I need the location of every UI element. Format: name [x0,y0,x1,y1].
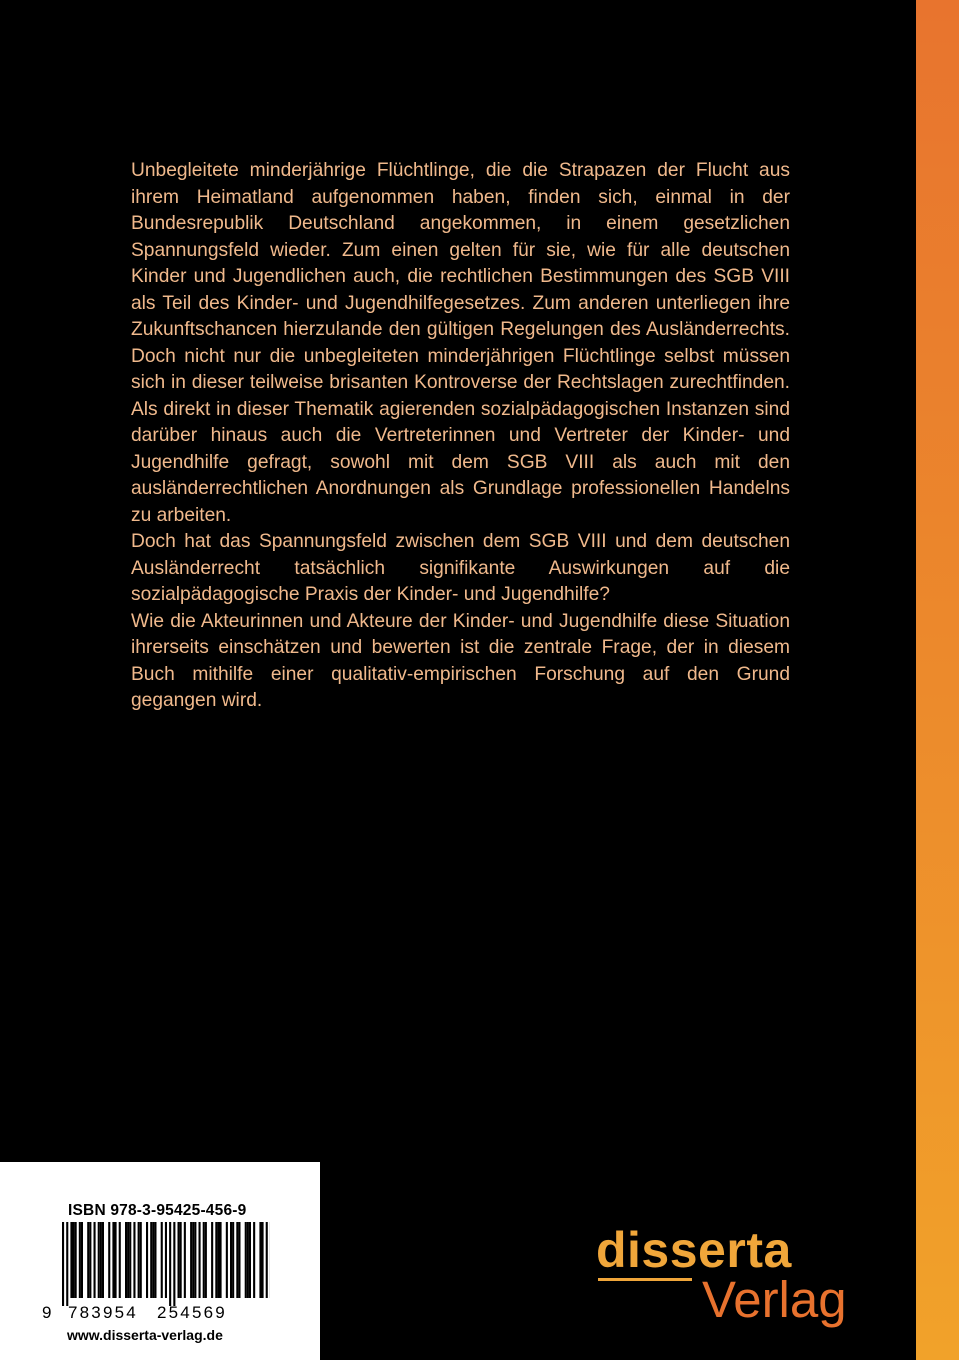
barcode-bar [259,1222,261,1298]
logo-underline [598,1278,692,1281]
barcode-image [40,1222,270,1322]
blurb-paragraph-2: Doch hat das Spannungsfeld zwischen dem SGB VIII und dem deutschen Ausländerrecht tatsächlich signifikante Auswirkungen auf die sozialpädagogische Praxis der Kinder- und Jugendhilfe? [131,531,790,605]
barcode-bar [79,1222,81,1298]
barcode-bar [220,1222,222,1298]
barcode-bar [215,1222,217,1298]
barcode-bar [81,1222,83,1298]
barcode-bar [165,1222,167,1298]
barcode-bar [138,1222,140,1298]
barcode-bar [70,1222,72,1298]
barcode-bar [169,1222,171,1306]
barcode-panel [0,1162,320,1360]
logo-wordmark-verlag: Verlag [702,1271,847,1328]
barcode-bar [161,1222,163,1298]
barcode-bar [108,1222,110,1298]
blurb-paragraph-1: Unbegleitete minderjährige Flüchtlinge, die die Strapazen der Flucht aus ihrem Heimatland aufgenommen haben, finden sich, einmal in der Bundesrepublik Deutschland angekommen, in einem gesetzlichen Spannungsfeld wieder. Zum einen gelten für sie, wie für alle deutschen Kinder und Jugendlichen auch, die rechtlichen Bestimmungen des SGB VIII als Teil des Kinder- und Jugendhilfegesetzes. Zum anderen unterliegen ihre Zukunftschancen hierzulande den gültigen Regelungen des Ausländerrechts. Doch nicht nur die unbegleiteten minderjährigen Flüchtlinge selbst müssen sich in dieser teilweise brisanten Kontroverse der Rechtslagen zurechtfinden. Als direkt in dieser Thematik agierenden sozialpädagogischen Instanzen sind darüber hinaus auch die Vertreterinnen und Vertreter der Kinder- und Jugendhilfe gefragt, sowohl mit dem SGB VIII als auch mit den ausländerrechtlichen Anordnungen als Grundlage professionellen Handelns zu arbeiten. [131,160,790,526]
barcode-bar [230,1222,232,1298]
barcode-bar [129,1222,131,1298]
barcode-bars [62,1222,270,1306]
barcode-bar [211,1222,213,1298]
barcode-left-digits: 783954 [68,1303,138,1322]
barcode-bar [226,1222,228,1298]
logo-wordmark-disserta: disserta [596,1222,792,1278]
barcode-right-digits: 254569 [157,1303,227,1322]
barcode-bar [249,1222,251,1298]
barcode-bar [89,1222,91,1298]
barcode-bar [232,1222,234,1298]
barcode-bar [184,1222,186,1298]
barcode-bar [178,1222,180,1298]
barcode-bar [73,1222,75,1298]
blurb-paragraph-3: Wie die Akteurinnen und Akteure der Kinder- und Jugendhilfe diese Situation ihrerseits einschätzen und bewerten ist die zentrale Frage, der in diesem Buch mithilfe einer qualitativ-empirischen Forschung auf den Grund gegangen wird. [131,610,790,711]
barcode-bar [62,1222,64,1306]
barcode-bar [150,1222,152,1298]
barcode-bar [102,1222,104,1298]
barcode-bar [203,1222,205,1298]
barcode-bar [100,1222,102,1298]
barcode-bar [125,1222,127,1298]
barcode-bar [199,1222,201,1298]
barcode-bar [154,1222,156,1298]
barcode-bar [66,1222,68,1306]
blurb-text [131,158,790,715]
isbn-label: ISBN 978-3-95425-456-9 [68,1202,247,1219]
barcode-bar [140,1222,142,1298]
barcode-bar [115,1222,117,1298]
barcode-bar [75,1222,77,1298]
barcode-bar [236,1222,238,1298]
barcode-bar [266,1222,268,1298]
barcode-bar [133,1222,135,1298]
barcode-bar [247,1222,249,1298]
barcode-bar [94,1222,96,1298]
barcode-bar [190,1222,192,1298]
barcode-bar [173,1222,175,1306]
publisher-logo [596,1222,866,1342]
barcode-bar [119,1222,121,1298]
barcode-bar [238,1222,240,1298]
barcode-bar [112,1222,114,1298]
barcode-bar [205,1222,207,1298]
barcode-bar [180,1222,182,1298]
barcode-bar [146,1222,148,1298]
spine-color-strip [916,0,959,1360]
barcode-first-digit: 9 [42,1303,52,1322]
barcode-bar [217,1222,219,1298]
barcode-bar [192,1222,194,1298]
barcode-bar [98,1222,100,1298]
barcode-bar [194,1222,196,1298]
barcode-bar [127,1222,129,1298]
barcode-bar [245,1222,247,1298]
barcode-bar [87,1222,89,1298]
barcode-bar [262,1222,264,1298]
publisher-url: www.disserta-verlag.de [67,1327,223,1343]
barcode-bar [152,1222,154,1298]
barcode-bar [253,1222,255,1298]
